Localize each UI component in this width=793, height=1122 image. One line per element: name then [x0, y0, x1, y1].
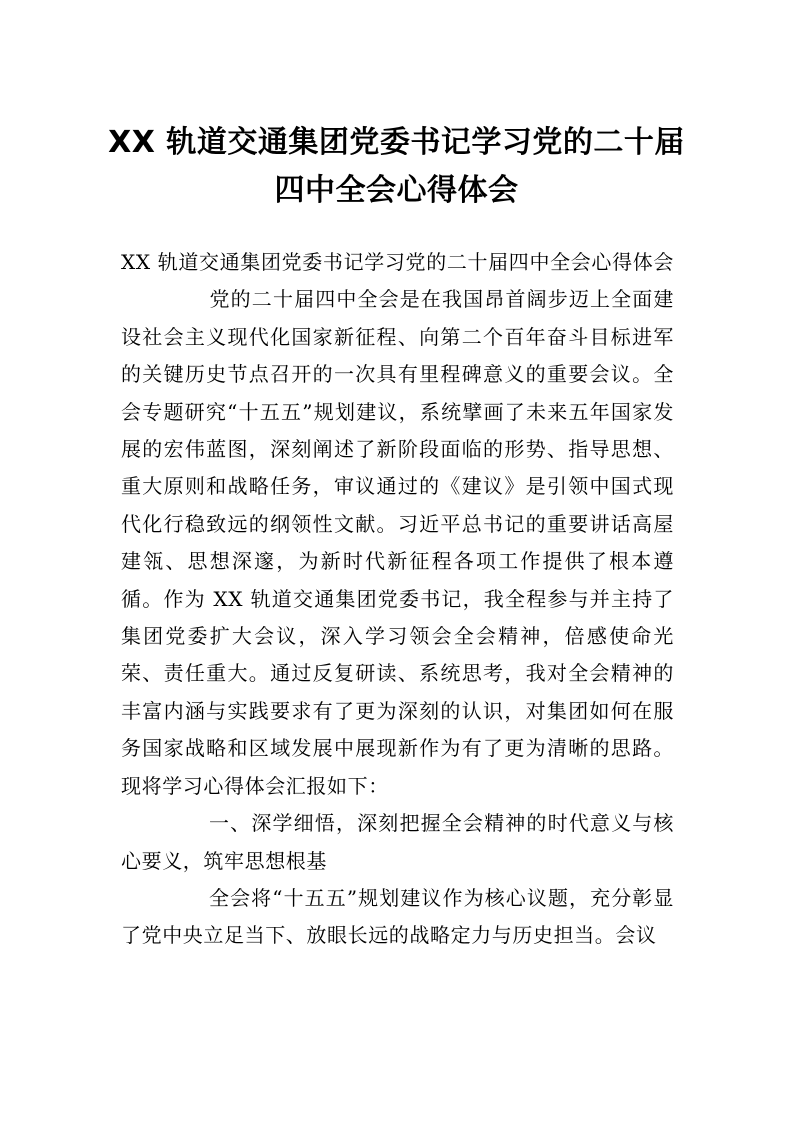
paragraph-intro-body: 党的二十届四中全会是在我国昂首阔步迈上全面建设社会主义现代化国家新征程、向第二个百年奋斗目标进军的关键历史节点召开的一次具有里程碑意义的重要会议。全会专题研究“十五五”规划建议，系统擘画了未来五年国家发展的宏伟蓝图，深刻阐述了新阶段面临的形势、指导思想、重大原则和战略任务，审议通过的《建议》是引领中国式现代化行稳致远的纲领性文献。习近平总书记的重要讲话高屋建瓴、思想深邃，为新时代新征程各项工作提供了根本遵循。作为 XX 轨道交通集团党委书记，我全程参与并主持了集团党委扩大会议，深入学习领会全会精神，倍感使命光荣、责任重大。通过反复研读、系统思考，我对全会精神的丰富内涵与实践要求有了更为深刻的认识，对集团如何在服务国家战略和区域发展中展现新作为有了更为清晰的思路。现将学习心得体会汇报如下：: [121, 287, 674, 798]
paragraph-intro: [121, 244, 674, 805]
document-title-line-1: XX 轨道交通集团党委书记学习党的二十届: [108, 125, 685, 160]
section-heading-1: 一、深学细悟，深刻把握全会精神的时代意义与核心要义，筑牢思想根基: [121, 811, 674, 873]
paragraph-intro-lead: XX 轨道交通集团党委书记学习党的二十届四中全会心得体会: [121, 250, 674, 274]
paragraph-section-1: 全会将“十五五”规划建议作为核心议题，充分彰显了党中央立足当下、放眼长远的战略定力与历史担当。会议: [121, 885, 674, 948]
document-body: [121, 244, 674, 955]
document-title-line-2: 四中全会心得体会: [274, 173, 519, 208]
